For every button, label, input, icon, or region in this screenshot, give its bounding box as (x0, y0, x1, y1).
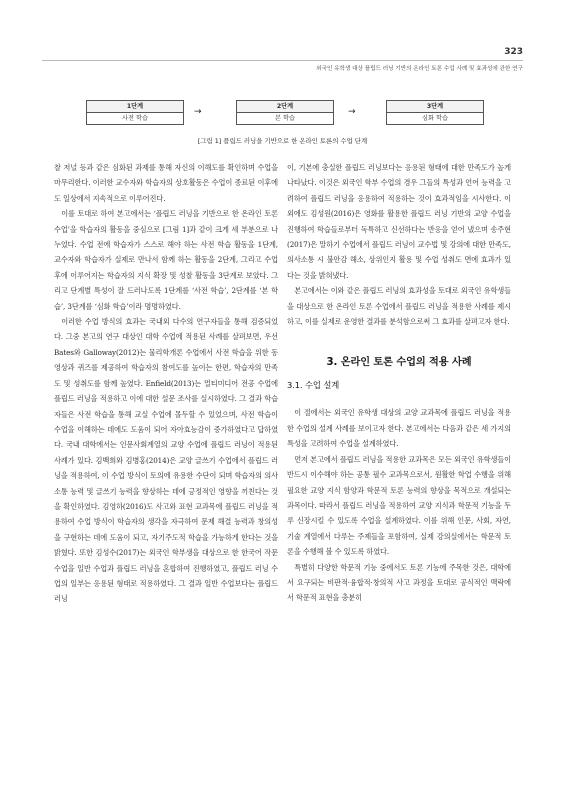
body-paragraph: 이, 기본에 충실한 플립드 러닝보다는 응용된 형태에 대한 만족도가 높게 나타났다. 이것은 외국인 학부 수업의 경우 그들의 특성과 언어 능력을 고려하여 플립드 러닝을 응용하여 적용하는 것이 효과적임을 시사한다. 이외에도 김성원(2016)은 영화를 활용한 플립드 러닝 기반의 교양 수업을 진행하여 학습들로부터 독특하고 신선하다는 반응을 얻어 냈으며 송주현(2017)은 말하기 수업에서 플립드 러닝이 교수법 및 강의에 대한 만족도, 의사소통 시 불안감 해소, 상위인지 활용 및 수업 성취도 면에 효과가 있다는 것을 밝혀냈다. (287, 163, 511, 280)
section-heading: 3. 온라인 토론 수업의 적용 사례 (326, 357, 472, 369)
stage-name: 심화 학습 (422, 115, 448, 122)
body-paragraph: 찰 저널 등과 같은 심화된 과제를 통해 자신의 이해도를 확인하며 수업을 마무리한다. 이러한 교수자와 학습자의 상호활동은 수업이 종료된 이후에도 일상에서 지속적으로 이루어진다. (54, 163, 278, 203)
stage-box-3 (386, 100, 484, 125)
stage-box-1 (86, 100, 184, 125)
stage-box-2 (236, 100, 334, 125)
running-header: 외국인 유학생 대상 플립드 러닝 기반의 온라인 토론 수업 사례 및 효과성에 관한 연구 (42, 60, 523, 72)
stage-name: 본 학습 (275, 115, 295, 122)
body-paragraph: 특별히 다양한 학문적 기능 중에서도 토론 기능에 주목한 것은, 대학에서 요구되는 비판적·융합적·창의적 사고 과정을 토대로 공식적인 맥락에서 학문적 표현을 충분히 (287, 562, 511, 603)
arrow-right-icon: → (348, 107, 356, 117)
body-paragraph: 이 절에서는 외국인 유학생 대상의 교양 교과목에 플립드 러닝을 적용한 수업의 설계 사례를 보이고자 한다. 본고에서는 다음과 같은 세 가지의 특성을 고려하여 수업을 설계하였다. (287, 408, 511, 449)
body-paragraph: 본고에서는 이와 같은 플립드 러닝의 효과성을 토대로 외국인 유학생들을 대상으로 한 온라인 토론 수업에서 플립드 러닝을 적용한 사례를 제시하고, 이를 실제로 운영한 결과를 분석함으로써 그 효과를 살펴고자 한다. (287, 286, 511, 327)
stage-label: 2단계 (237, 101, 333, 113)
stage-label: 3단계 (387, 101, 483, 113)
page-number: 323 (504, 47, 523, 57)
right-column (287, 160, 511, 606)
subsection-heading: 3.1. 수업 설계 (287, 380, 340, 391)
left-column (54, 160, 278, 607)
stage-name: 사전 학습 (122, 115, 148, 122)
figure-caption: [그림 1] 플립드 러닝을 기반으로 한 온라인 토론의 수업 단계 (197, 137, 368, 145)
body-paragraph: 이러한 수업 방식의 효과는 국내외 다수의 연구자들을 통해 검증되었다. 그중 본고의 연구 대상인 대학 수업에 적용된 사례를 살펴보면, 우선 Bates와 Galloway(2012)는 물리학개론 수업에서 사전 학습을 위한 동영상과 퀴즈를 제공하여 학습자의 참여도를 높이는 한편, 학습자의 만족도 및 성취도를 함께 높였다. Enfield(2013)는 멀티미디어 전공 수업에 플립드 러닝을 적용하고 이에 대한 설문 조사를 실시하였다. 그 결과 학습자들은 사전 학습을 통해 교실 수업에 몰두할 수 있었으며, 사전 학습이 수업을 이해하는 데에도 도움이 되어 자아효능감이 증가하였다고 답하였다. 국내 대학에서는 인문사회계열의 교양 수업에 플립드 러닝이 적용된 사례가 있다. 김백희와 김병홍(2014)은 교양 글쓰기 수업에서 플립드 러닝을 적용하여, 이 수업 방식이 토의에 유용한 수단이 되며 학습자의 의사소통 능력 및 글쓰기 능력을 향상하는 데에 긍정적인 영향을 끼친다는 것을 확인하였다. 김영하(2016)도 사고와 표현 교과목에 플립드 러닝을 적용하여 수업 방식이 학습자의 생각을 자극하여 문제 해결 능력과 창의성을 구현하는 데에 도움이 되고, 자기주도적 학습을 가능하게 한다는 것을 밝혔다. 또한 김성수(2017)는 외국인 학부생을 대상으로 한 한국어 작문 수업을 일반 수업과 플립드 러닝을 혼합하여 진행하였고, 플립드 러닝 수업의 일부는 응용된 형태로 적용하였다. 그 결과 일반 수업보다는 플립드 러닝 (54, 317, 278, 604)
figure-stages (86, 100, 482, 128)
arrow-right-icon: → (194, 107, 202, 117)
stage-label: 1단계 (87, 101, 183, 113)
body-paragraph: 이를 토대로 하여 본고에서는 ‘플립드 러닝을 기반으로 한 온라인 토론 수업’을 학습자의 활동을 중심으로 [그림 1]과 같이 크게 세 부분으로 나누었다. 수업 전에 학습자가 스스로 해야 하는 사전 학습 활동을 1단계, 교수자와 학습자가 실제로 만나서 함께 하는 활동을 2단계, 그리고 수업 후에 이루어지는 학습자의 지식 확장 및 성찰 활동을 3단계로 보았다. 그리고 단계별 특성이 잘 드러나도록 1단계를 ‘사전 학습’, 2단계를 ‘본 학습’, 3단계를 ‘심화 학습’이라 명명하였다. (54, 209, 278, 311)
body-paragraph: 먼저 본고에서 플립드 러닝을 적용한 교과목은 모든 외국인 유학생들이 반드시 이수해야 하는 공통 필수 교과목으로서, 원활한 학업 수행을 위해 필요한 교양 지식 함양과 학문적 토론 능력의 향상을 목적으로 개설되는 과목이다. 따라서 플립드 러닝을 적용하여 교양 지식과 학문적 기능을 두루 신장시킬 수 있도록 수업을 설계하였다. 이를 위해 인문, 사회, 자연, 기술 계열에서 다루는 주제들을 포함하여, 실제 강의실에서는 학문적 토론을 수행해 볼 수 있도록 하였다. (287, 454, 511, 557)
